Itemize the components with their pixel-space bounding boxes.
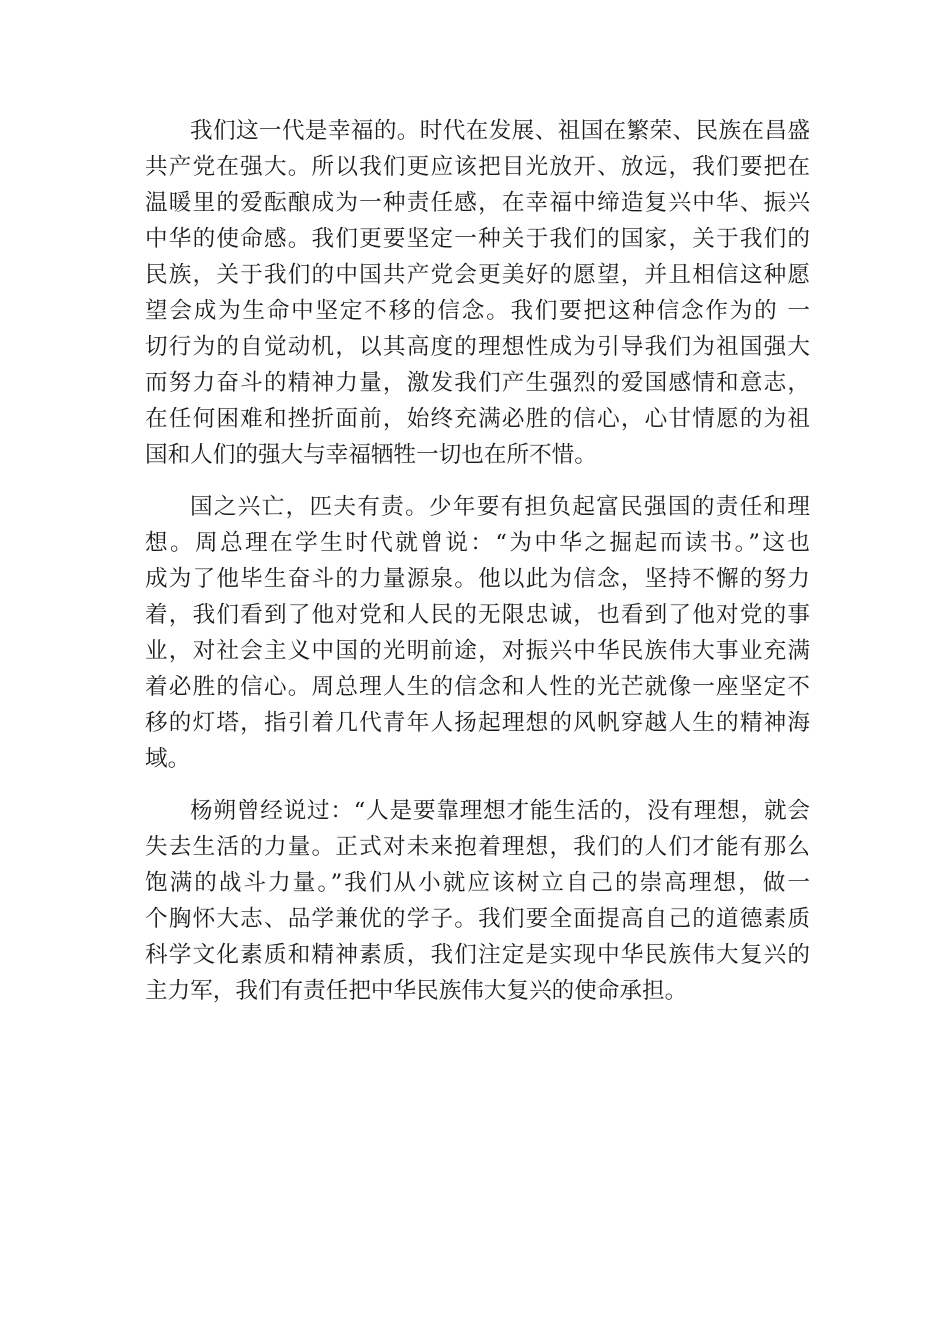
text-line: 科学文化素质和精神素质，我们注定是实现中华民族伟大复兴的 xyxy=(145,942,810,968)
text-line: 业，对社会主义中国的光明前途，对振兴中华民族伟大事业充满 xyxy=(145,638,810,664)
text-line: 中华的使命感。我们更要坚定一种关于我们的国家，关于我们的 xyxy=(145,226,810,252)
text-line: 主力军，我们有责任把中华民族伟大复兴的使命承担。 xyxy=(145,978,688,1004)
text-line: 我们这一代是幸福的。时代在发展、祖国在繁荣、民族在昌盛 xyxy=(190,118,810,144)
text-line: 成为了他毕生奋斗的力量源泉。他以此为信念，坚持不懈的努力 xyxy=(145,566,810,592)
text-line: 切行为的自觉动机，以其高度的理想性成为引导我们为祖国强大 xyxy=(145,334,810,360)
text-line: 移的灯塔，指引着几代青年人扬起理想的风帆穿越人生的精神海 xyxy=(145,710,810,736)
text-line: 域。 xyxy=(145,746,191,772)
paragraph-1 xyxy=(145,113,810,473)
text-line: 饱满的战斗力量。”我们从小就应该树立自己的崇高理想，做一 xyxy=(145,870,810,896)
paragraph-2 xyxy=(145,489,810,777)
text-line: 而努力奋斗的精神力量，激发我们产生强烈的爱国感情和意志， xyxy=(145,370,810,396)
text-line: 温暖里的爱酝酿成为一种责任感，在幸福中缔造复兴中华、振兴 xyxy=(145,190,810,216)
text-line: 杨朔曾经说过：“人是要靠理想才能生活的，没有理想，就会 xyxy=(190,798,810,824)
text-line: 想。周总理在学生时代就曾说：“为中华之掘起而读书。”这也 xyxy=(145,530,810,556)
text-line: 着必胜的信心。周总理人生的信念和人性的光芒就像一座坚定不 xyxy=(145,674,810,700)
text-line: 共产党在强大。所以我们更应该把目光放开、放远，我们要把在 xyxy=(145,154,810,180)
text-line: 国和人们的强大与幸福牺牲一切也在所不惜。 xyxy=(145,442,597,468)
text-line: 国之兴亡，匹夫有责。少年要有担负起富民强国的责任和理 xyxy=(190,494,810,520)
paragraph-spacer xyxy=(145,777,810,793)
document-body xyxy=(145,113,810,1009)
text-line: 个胸怀大志、品学兼优的学子。我们要全面提高自己的道德素质 xyxy=(145,906,810,932)
text-line: 望会成为生命中坚定不移的信念。我们要把这种信念作为的 一 xyxy=(145,298,810,324)
paragraph-spacer xyxy=(145,473,810,489)
text-line: 着，我们看到了他对党和人民的无限忠诚，也看到了他对党的事 xyxy=(145,602,810,628)
paragraph-3 xyxy=(145,793,810,1009)
text-line: 民族，关于我们的中国共产党会更美好的愿望，并且相信这种愿 xyxy=(145,262,810,288)
text-line: 失去生活的力量。正式对未来抱着理想，我们的人们才能有那么 xyxy=(145,834,810,860)
text-line: 在任何困难和挫折面前，始终充满必胜的信心，心甘情愿的为祖 xyxy=(145,406,810,432)
